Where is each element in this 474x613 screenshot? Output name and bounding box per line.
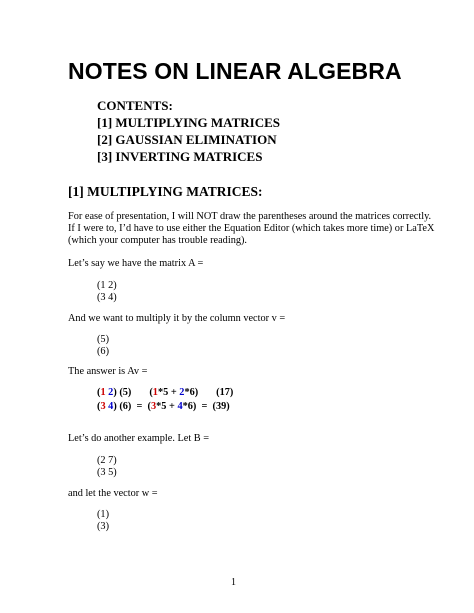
intro-paragraph xyxy=(68,211,434,248)
matrix-b xyxy=(97,455,117,479)
intro-line-1: For ease of presentation, I will NOT draw the parentheses around the matrices correctly. xyxy=(68,211,432,222)
answer-equation xyxy=(97,386,233,413)
vector-w xyxy=(97,509,109,533)
table-of-contents xyxy=(97,97,280,165)
answer-r1-result: (17) xyxy=(216,387,234,398)
vector-w-row-2: (3) xyxy=(97,521,110,533)
answer-r2-a: 3 xyxy=(100,400,106,412)
matrix-b-intro: Let’s do another example. Let B = xyxy=(68,433,210,444)
answer-r2-result: (39) xyxy=(212,400,230,412)
answer-row-1: (1 2) (5) (1*5 + 2*6) (17) xyxy=(97,387,234,398)
answer-r2-b: 4 xyxy=(108,400,114,412)
page-number: 1 xyxy=(231,577,236,588)
vector-v xyxy=(97,334,109,358)
vector-v-row-1: (5) xyxy=(97,334,110,345)
section-heading: [1] MULTIPLYING MATRICES: xyxy=(68,184,263,199)
vector-w-row-1: (1) xyxy=(97,509,110,520)
answer-r2-vec: (6) xyxy=(119,400,132,412)
matrix-a-row-2: (3 4) xyxy=(97,292,117,304)
answer-r1-vec: (5) xyxy=(119,387,132,398)
answer-row-2: (3 4) (6) = (3*5 + 4*6) = (39) xyxy=(97,400,230,412)
contents-item-3: [3] INVERTING MATRICES xyxy=(97,149,263,164)
answer-r1-b: 2 xyxy=(108,387,114,398)
matrix-a-intro: Let’s say we have the matrix A = xyxy=(68,258,204,269)
contents-heading: CONTENTS: xyxy=(97,98,173,113)
contents-item-2: [2] GAUSSIAN ELIMINATION xyxy=(97,132,277,147)
matrix-a xyxy=(97,280,117,304)
document-title: NOTES ON LINEAR ALGEBRA xyxy=(68,58,402,84)
matrix-b-row-1: (2 7) xyxy=(97,455,117,466)
contents-item-1: [1] MULTIPLYING MATRICES xyxy=(97,115,280,130)
matrix-a-row-1: (1 2) xyxy=(97,280,117,291)
vector-v-intro: And we want to multiply it by the column vector v = xyxy=(68,313,286,324)
vector-v-row-2: (6) xyxy=(97,346,110,358)
answer-intro: The answer is Av = xyxy=(68,366,148,377)
vector-w-intro: and let the vector w = xyxy=(68,488,158,499)
matrix-b-row-2: (3 5) xyxy=(97,467,117,479)
intro-line-3: (which your computer has trouble reading). xyxy=(68,235,247,247)
intro-line-2: If I were to, I’d have to use either the Equation Editor (which takes more time) or LaTeX xyxy=(68,223,435,235)
answer-r1-a: 1 xyxy=(100,387,106,398)
